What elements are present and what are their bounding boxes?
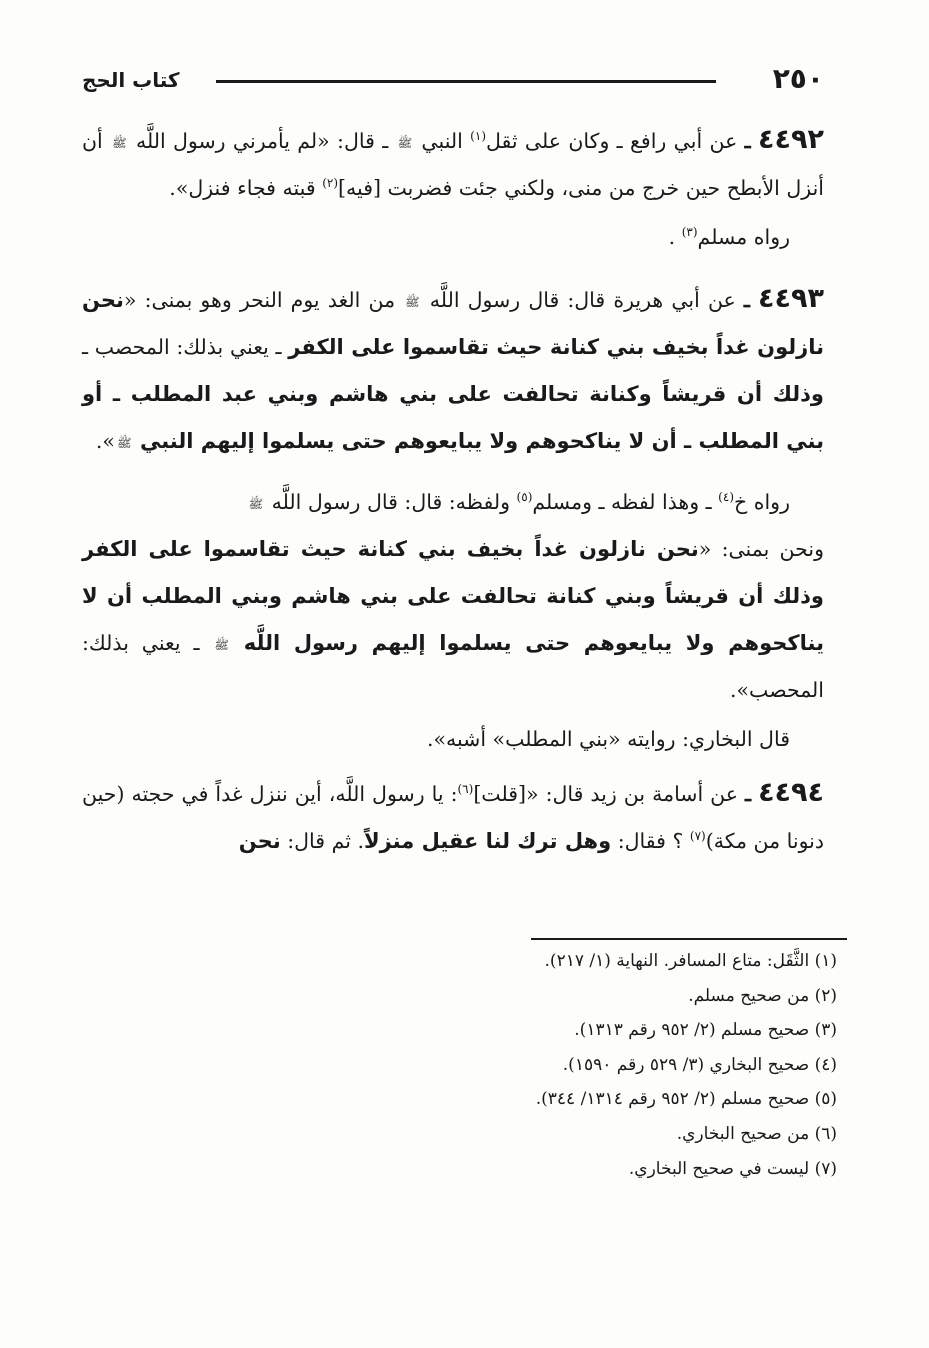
footnote-ref[interactable]: (٣) (681, 225, 698, 240)
hadith-bold-text: نحن نازلون غداً بخيف بني كنانة حيث تقاسموا على الكفر (82, 288, 824, 359)
hadith-number: ٤٤٩٣ (758, 283, 824, 314)
riwaya-text: ونحن بمنى: « (698, 537, 824, 561)
salutation-glyph: ﷺ (116, 435, 132, 450)
page-header (82, 62, 824, 102)
salutation-glyph: ﷺ (214, 637, 229, 652)
hadith-text: ». (95, 429, 115, 453)
footnote-ref[interactable]: (٧) (689, 829, 706, 844)
hadith-text: . ثم قال: (287, 829, 364, 853)
header-rule (216, 80, 716, 83)
hadith-number: ٤٤٩٤ (758, 777, 824, 808)
hadith-4494 (82, 769, 824, 865)
hadith-text: عن أبي رافع ـ وكان على ثقل (486, 129, 738, 153)
riwaya-paragraph-cont (82, 526, 824, 714)
hadith-text: ـ يعني بذلك: المحصب ـ (82, 335, 282, 359)
salutation-glyph: ﷺ (112, 135, 127, 150)
riwaya-text: . (668, 225, 676, 249)
hadith-text: قبته فجاء فنزل». (169, 176, 316, 200)
hadith-text: من الغد يوم النحر وهو بمنى: « (123, 288, 396, 312)
footnote-item: (٢) من صحيح مسلم. (688, 985, 837, 1006)
riwaya-text: رواه مسلم (697, 225, 790, 249)
footnote-item: (١) الثَّقَل: متاع المسافر. النهاية (١/ ٢١٧). (544, 951, 837, 971)
hadith-text: أن أنزل الأبطح حين خرج من منى، ولكني جئت فضربت [فيه] (82, 129, 824, 200)
main-text (82, 116, 824, 865)
dash: ـ (744, 129, 751, 153)
footnote-ref[interactable]: (٥) (516, 490, 533, 505)
footnote-item: (٦) من صحيح البخاري. (676, 1123, 837, 1144)
riwaya-text: ـ وهذا لفظه ـ ومسلم (532, 490, 712, 514)
hadith-text: عن أبي هريرة قال: قال رسول اللَّه (429, 288, 736, 312)
dash: ـ (745, 782, 752, 806)
running-title: كتاب الحج (82, 68, 180, 92)
page-number: ٢٥٠ (772, 62, 824, 95)
dash: ـ (743, 288, 750, 312)
salutation-glyph: ﷺ (248, 496, 264, 511)
salutation-glyph: ﷺ (405, 294, 420, 309)
footnote-ref[interactable]: (٦) (457, 782, 474, 797)
hadith-bold-text: وذلك أن قريشاً وكنانة تحالفت على بني هاشم وبني عبد المطلب ـ أو بني المطلب ـ أن لا يناكحوهم ولا يبايعوهم حتى يسلموا إليهم النبي (82, 382, 824, 453)
hadith-bold-text: نحن (238, 829, 281, 853)
footnote-separator (531, 938, 847, 940)
footnote-item: (٧) ليست في صحيح البخاري. (628, 1158, 837, 1179)
hadith-4492 (82, 116, 824, 212)
riwaya-paragraph (82, 479, 824, 526)
footnote-item: (٤) صحيح البخاري (٣/ ٥٢٩ رقم ١٥٩٠). (562, 1054, 837, 1075)
riwaya-text: رواه خ (734, 490, 790, 514)
footnote-ref[interactable]: (٤) (718, 490, 734, 505)
hadith-text: ـ قال: «لم يأمرني رسول اللَّه (135, 129, 389, 153)
bukhari-text: قال البخاري: روايته «بني المطلب» أشبه». (426, 727, 790, 751)
footnote-ref[interactable]: (٢) (322, 176, 339, 191)
riwaya-text: ولفظه: قال: قال رسول اللَّه (271, 490, 511, 514)
hadith-text: عن أسامة بن زيد قال: «[قلت] (473, 782, 739, 806)
salutation-glyph: ﷺ (397, 135, 413, 150)
riwaya-line (82, 214, 824, 261)
footnotes-list (137, 944, 837, 1186)
footnote-ref[interactable]: (١) (470, 129, 486, 144)
bukhari-note (82, 716, 824, 763)
hadith-4493 (82, 275, 824, 465)
hadith-text: : يا رسول اللَّه، أين ننزل غداً في حجته (حين دنونا من مكة) (82, 782, 824, 853)
footnote-item: (٥) صحيح مسلم (٢/ ٩٥٢ رقم ١٣١٤/ ٣٤٤). (535, 1089, 837, 1110)
riwaya-bold-text: نحن نازلون غداً بخيف بني كنانة حيث تقاسموا على الكفر وذلك أن قريشاً وبني كنانة تحالفت على بني هاشم وبني المطلب أن لا يناكحوهم ولا يبايعوهم حتى يسلموا إليهم رسول اللَّه (82, 537, 824, 655)
hadith-text: النبي (421, 129, 463, 153)
footnote-item: (٣) صحيح مسلم (٢/ ٩٥٢ رقم ١٣١٣). (574, 1020, 837, 1041)
hadith-text: ؟ فقال: (617, 829, 684, 853)
hadith-number: ٤٤٩٢ (758, 124, 824, 155)
riwaya-text: ـ يعني بذلك: المحصب». (82, 631, 824, 702)
hadith-bold-text: وهل ترك لنا عقيل منزلاً (363, 829, 612, 853)
